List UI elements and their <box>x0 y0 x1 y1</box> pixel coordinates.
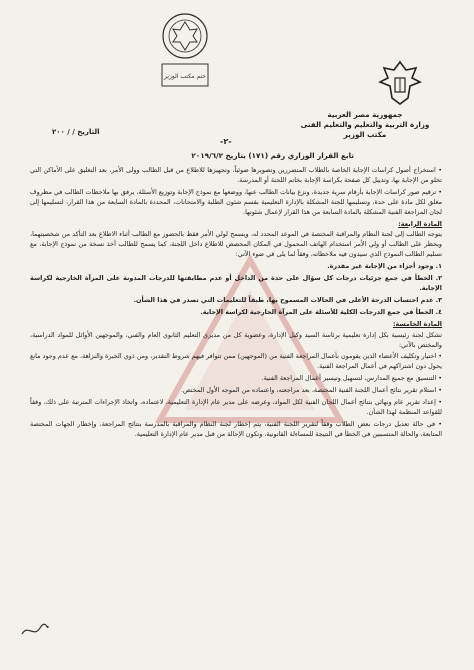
seal-text: ختم مكتب الوزير <box>163 73 207 80</box>
decree-reference: تابع القرار الوزاري رقم (١٧١) بتاريخ ٢٠١٩/٦/٢ <box>191 151 354 160</box>
list-item: ٤. الخطأ في جمع الدرجات الكلية للأسئلة على المرآة الخارجية لكراسة الإجابة. <box>200 307 442 316</box>
eagle-emblem-icon <box>376 58 424 108</box>
paragraph: تشكل لجنة رئيسية بكل إدارة تعليمية برئاسة السيد وكيل الإدارة، وعضوية كل من مديري التعليم الثانوي العام والفني، والموجهين الأوائل للمواد الدراسية، والمختص بالآتي: <box>30 330 442 349</box>
list-item: • إعداد تقرير عام ونهائي بنتائج أعمال اللجان الفنية لكل المواد، وعرضه على مدير عام الإدارة التعليمية، لاعتماده، واتخاذ الإجراءات المترتبة على ذلك، وفقاً للقواعد المنظمة لهذا الشأن. <box>30 398 442 418</box>
header-office: مكتب الوزير <box>343 130 387 139</box>
paragraph: • استخراج أصول كراسات الإجابة الخاصة بالطلاب المتضررين وتصويرها ضوئياً، وتجهيزها للاطلاع من قبل الطالب وولى الأمر، بعد التغليق على الأماكن التي تخلو من الإجابة بها، وتذييل كل صفحة بكراسة الإجابة بخاتم اللجنة أو المدرسة. <box>30 166 442 186</box>
list-item: ٣. عدم احتساب الدرجة الأعلى في الحالات المسموح بها، طبقاً للتعليمات التي تصدر في هذا الشأن. <box>133 295 442 304</box>
list-item: ٢. الخطأ في جمع جزئيات درجات كل سؤال على حدة من الداخل أو عدم مطابقتها للدرجات المدونة على المرآة الخارجية لكراسة الإجابة. <box>30 274 442 292</box>
document-body <box>30 166 442 442</box>
ministry-header <box>290 110 440 140</box>
paragraph: يتوجه الطالب إلى لجنة النظام والمراقبة المختصة في الموعد المحدد له، ويسمح لولي الأمر فقط بالحضور مع الطالب أثناء الاطلاع بعد التأكد من شخصيتهما، ويحظر على الطالب أو ولي الأمر استخدام الهاتف المحمول في المكان المخصص للاطلاع داخل اللجنة، كما يسمح للطالب أخذ نسخة من نموذج الإجابة، مع تسليم الطالب النموذج الذي سيدون فيه ملاحظاته، وفقاً لما يلى في ضوء الآتي: <box>30 230 442 259</box>
list-item: • التنسيق مع جميع المدارس، لتسهيل وتيسير أعمال المراجعة الفنية. <box>30 374 442 384</box>
list-item: ١. وجود أجزاء من الإجابة غير مقدرة. <box>327 262 442 271</box>
header-country: جمهورية مصر العربية <box>327 110 403 119</box>
page-number: -٢- <box>220 137 232 146</box>
list-item: • في حالة تعديل درجات بعض الطلاب وفقاً لتقرير اللجنة الفنية، يتم إخطار لجنة النظام والمراقبة بالمدرسة بنتائج المراجعة، وإخطار الجهات المختصة المتابعة، والحالة المتسببين في الخطأ في النتيجة للمساءلة القانونية، وتكون الإحالة من قبل مدير عام الإدارة التعليمية. <box>30 420 442 440</box>
article-heading: المادة الرابعة: <box>398 219 442 228</box>
date-line: التاريخ / / ٢٠٠ <box>52 128 100 136</box>
signature-icon <box>20 620 50 640</box>
list-item: • اختيار وتكليف الأعضاء الذين يقومون بأعمال المراجعة الفنية من (الموجهين) ممن تتوافر فيهم شروط التقدير، ومن ذوي الخبرة والنزاهة، مع عدم وجود مانع يحول دون اشتراكهم في أعمال المراجعة الفنية. <box>30 352 442 372</box>
header-ministry: وزارة التربية والتعليم والتعليم الفنى <box>300 120 430 129</box>
article-heading: المادة الخامسة: <box>392 319 442 328</box>
official-seal-icon <box>150 6 220 106</box>
list-item: • استلام تقرير نتائج أعمال اللجنة الفنية المختصة، بعد مراجعته، واعتماده من الموجه الأول المختص. <box>30 386 442 396</box>
paragraph: • ترقيم صور كراسات الإجابة بأرقام سرية جديدة، ونزع بيانات الطالب عنها، ووضعها مع نموذج الإجابة وتوزيع الأسئلة، يرفق بها ملاحظات الطالب في مظروف مغلق لكل مادة على حدة، وتسليمها للجنة المشكلة بالإدارة التعليمية بقسم شئون الطلبة والامتحانات، المحددة بالمادة السابعة من هذا القرار، لتسليمها إلى لجان المراجعة الفنية المشكلة بالمادة السابعة من هذا القرار لإعمال شئونها. <box>30 188 442 218</box>
